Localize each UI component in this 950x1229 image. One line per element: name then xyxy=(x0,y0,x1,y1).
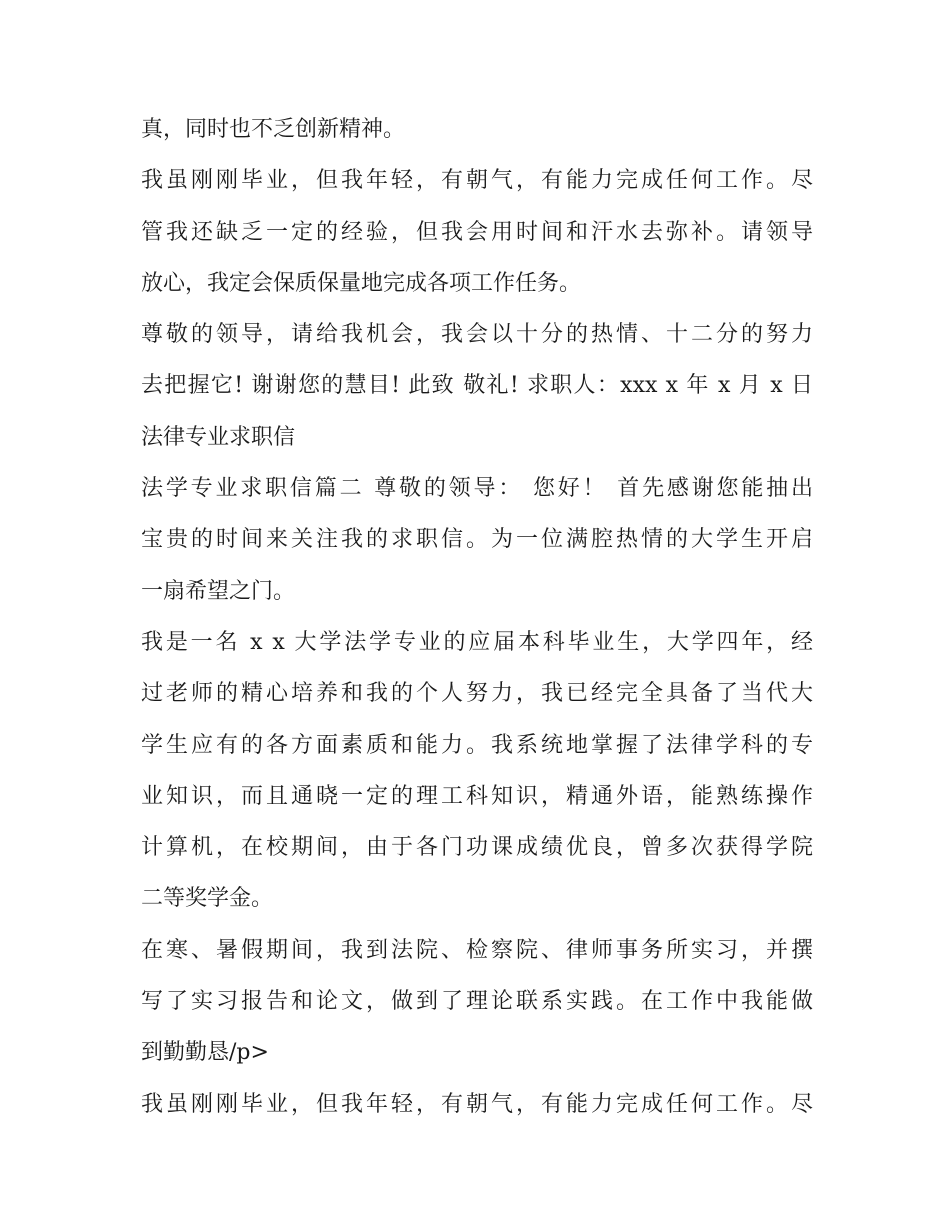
text-line: 管我还缺乏一定的经验，但我会用时间和汗水去弥补。请领导 xyxy=(141,219,813,245)
text-line: 二等奖学金。 xyxy=(141,886,274,912)
text-line: 法学专业求职信篇二 尊敬的领导： 您好！ 首先感谢您能抽出 xyxy=(141,476,813,502)
text-line: 在寒、暑假期间，我到法院、检察院、律师事务所实习，并撰 xyxy=(141,937,813,963)
text-line: 尊敬的领导，请给我机会，我会以十分的热情、十二分的努力 xyxy=(141,322,813,348)
text-line: 宝贵的时间来关注我的求职信。为一位满腔热情的大学生开启 xyxy=(141,527,813,553)
text-line: 放心，我定会保质保量地完成各项工作任务。 xyxy=(141,270,582,296)
text-line: 到勤勤恳/p> xyxy=(141,1040,269,1066)
text-line: 真，同时也不乏创新精神。 xyxy=(141,117,406,142)
section-heading: 法律专业求职信 xyxy=(141,424,296,450)
text-line: 我是一名 x x 大学法学专业的应届本科毕业生，大学四年，经 xyxy=(141,629,813,655)
document-body xyxy=(141,104,813,1130)
text-line: 学生应有的各方面素质和能力。我系统地掌握了法律学科的专 xyxy=(141,732,813,758)
text-line: 过老师的精心培养和我的个人努力，我已经完全具备了当代大 xyxy=(141,681,813,707)
text-line: 一扇希望之门。 xyxy=(141,578,296,604)
text-line: 计算机，在校期间，由于各门功课成绩优良，曾多次获得学院 xyxy=(141,835,813,861)
text-line: 写了实习报告和论文，做到了理论联系实践。在工作中我能做 xyxy=(141,989,813,1015)
text-line: 去把握它! 谢谢您的慧目! 此致 敬礼! 求职人：xxx x 年 x 月 x 日 xyxy=(141,373,813,399)
text-line: 我虽刚刚毕业，但我年轻，有朝气，有能力完成任何工作。尽 xyxy=(141,168,813,194)
text-line: 业知识，而且通晓一定的理工科知识，精通外语，能熟练操作 xyxy=(141,783,813,809)
text-line: 我虽刚刚毕业，但我年轻，有朝气，有能力完成任何工作。尽 xyxy=(141,1091,813,1117)
